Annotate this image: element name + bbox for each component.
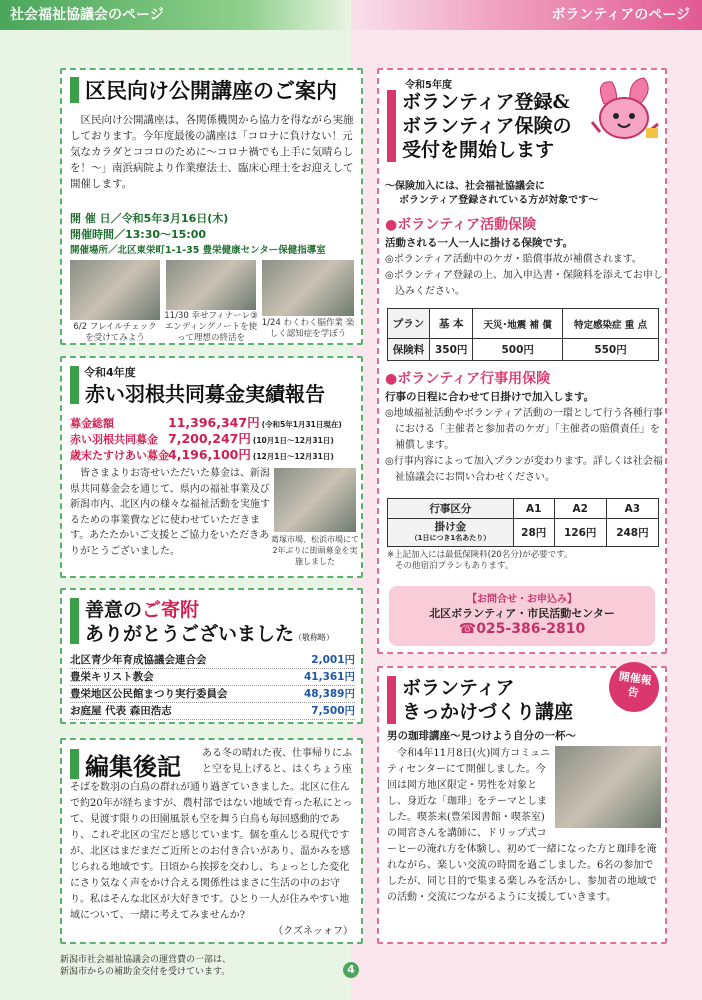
fund-row-label: 赤い羽根共同募金 (70, 433, 158, 446)
donation-note: （敬称略） (294, 633, 335, 642)
fund-section (60, 356, 363, 578)
lecture-caption-3: 1/24 わくわく脳作業 楽しく認知症を学ぼう (261, 318, 355, 339)
fund-title: 赤い羽根共同募金実績報告 (85, 381, 325, 406)
editor-title: 編集後記 (85, 751, 181, 781)
activity-insurance-table: プラン 基 本 天災･地震 補 償 特定感染症 重 点 保険料 350円 500円 550円 (387, 308, 659, 361)
fund-row-note: (12月1日～12月31日) (252, 452, 334, 461)
event-insurance-title: ●ボランティア行事用保険 (385, 371, 551, 387)
lecture-photo-3 (262, 260, 354, 316)
fund-row-note: (10月1日～12月31日) (252, 436, 334, 445)
event-insurance-table: 行事区分 A1 A2 A3 掛け金 （1日につき1名あたり） 28円 126円 248円 (387, 498, 659, 547)
list-item: 豊栄キリスト教会 41,361円 (70, 669, 355, 686)
contact-org: 北区ボランティア・市民活動センター (429, 607, 615, 620)
lecture-time: 開催時間／13:30～15:00 (70, 228, 207, 241)
activity-insurance-desc: 活動される一人一人に掛ける保険です。 (385, 237, 574, 249)
contact-phone: ☎025-386-2810 (458, 621, 586, 637)
fund-row-amount: 11,396,347円 (168, 415, 260, 430)
list-item: 北区青少年育成協議会連合会 2,001円 (70, 652, 355, 669)
fund-body: 皆さまよりお寄せいただいた募金は、新潟県共同募金会を通じて、県内の福祉事業及び新潟市内、北区内の様々な福祉活動を実施するための事業費などに使わせていただきます。あたたかいご支援とご協力をいただきありがとうございました。 (70, 468, 270, 557)
contact-heading: 【お問合せ・お申込み】 (467, 594, 577, 605)
fund-row-note: (令和5年1月31日現在) (261, 420, 342, 429)
lecture-caption-1: 6/2 フレイルチェックを受けてみよう (73, 322, 157, 343)
header-left: 社会福祉協議会のページ (0, 0, 351, 30)
fund-row-amount: 7,200,247円 (168, 431, 251, 446)
activity-insurance-bullet-1: ◎ボランティア活動中のケガ・賠償事故が補償されます。 (385, 254, 642, 265)
fund-photo (274, 468, 356, 532)
activity-insurance-title: ●ボランティア活動保険 (385, 217, 537, 233)
lecture-section (60, 68, 363, 345)
editor-body: そばを数羽の白鳥の群れが通り過ぎていきました。北区に住んで約20年が経ちますが、農村部ではない地域で育った私にとって、見渡す限りの田園風景も空を舞う白鳥も毎回感動的であり、これぞ北区の宝だと感じています。個を重んじる現代ですが、北区はまだまだご近所とのお付き合いがあり、温かみを感じられる地域です。日頃から挨拶を交わし、ちょっとした変化にさり気なく声をかけ合える関係性はまさに生活の中のお守り。私はそんな北区が大好きです。ひとり一人が住みやすい地域について、一緒に考えてみませんか? (70, 782, 353, 921)
fund-row-label: 歳末たすけあい募金 (70, 449, 169, 462)
footer-note: 新潟市社会福祉協議会の運営費の一部は、 新潟市からの補助金交付を受けています。 (60, 955, 232, 977)
page-number: 4 (343, 962, 359, 978)
editor-lead: ある冬の晴れた夜、仕事帰りにふと空を見上げると、はくちょう座 (202, 748, 352, 775)
mascot-icon (584, 72, 664, 152)
editor-signature: （クズネッォフ） (273, 926, 353, 937)
event-insurance-notes: ※上記加入には最低保険料(20名分)が必要です。 その他宿泊プランもあります。 (387, 550, 573, 571)
lecture-photo-1 (70, 260, 160, 320)
lecture-body: 区民向け公開講座は、各関係機関から協力を得ながら実施しております。今年度最後の講座は「コロナに負けない！元気なカラダとココロのために～コロナ禍でも上手に気晴らしを！～」南浜病院より作業療法士、臨床心理士をお迎えして開催します。 (70, 114, 354, 190)
fund-subtitle: 令和4年度 (84, 366, 136, 379)
lecture-caption-2: 11/30 幸せフィナーレ③ エンディングノートを使って理想の終活を (164, 311, 258, 343)
fund-row-label: 募金総額 (70, 417, 114, 430)
lecture-place: 開催場所／北区東栄町1-1-35 豊栄健康センター保健指導室 (70, 245, 326, 256)
event-insurance-desc: 行事の日程に合わせて日掛けで加入します。 (385, 391, 595, 403)
list-item: 豊栄地区公民館まつり実行委員会 48,389円 (70, 686, 355, 703)
lecture-photo-2 (166, 260, 256, 310)
lecture-title: 区民向け公開講座のご案内 (85, 78, 337, 103)
vol-subtitle: 令和5年度 (405, 80, 452, 91)
activity-insurance-bullet-2: ◎ボランティア登録の上、加入申込書・保険料を添えてお申し込みください。 (385, 270, 663, 297)
fund-caption: 葛塚市場、松浜市場にて2年ぶりに街頭募金を実施しました (271, 535, 359, 566)
course-body: 令和4年11月8日(火)岡方コミュニティセンターにて開催しました。今回は岡方地区限定・男性を対象とし、身近な「珈琲」をテーマとしました。喫茶来(豊栄図書館・喫茶室)の岡宮さんを講師に、ドリップ式コーヒーの淹れ方を体験し、初めて一緒になった方と珈琲を淹れながら、楽しい交流の時間を過ごしました。6名の参加でしたが、同じ目的で集まる楽しみを活かし、参加者の地域での活動・交流につながるように支援していきます。 (387, 748, 657, 903)
vol-title-3: 受付を開始します (402, 139, 555, 161)
lecture-date: 開 催 日／令和5年3月16日(木) (70, 212, 229, 225)
contact-box (389, 586, 655, 646)
fund-row-amount: 4,196,100円 (168, 447, 251, 462)
donation-title-b: ご寄附 (142, 599, 200, 621)
event-insurance-bullet-2: ◎行事内容によって加入プランが変わります。詳しくは社会福祉協議会にお問い合わせください。 (385, 456, 663, 483)
donation-title-2: ありがとうございました (85, 623, 295, 645)
list-item: お庭屋 代表 森田浩志 7,500円 (70, 703, 355, 720)
donation-section (60, 588, 363, 724)
vol-title-2: ボランティア保険の (402, 115, 572, 137)
course-subtitle: 男の珈琲講座～見つけよう自分の一杯～ (387, 730, 576, 742)
volunteer-insurance-section (377, 68, 667, 654)
fund-rows (70, 413, 360, 461)
course-title-2: きっかけづくり講座 (402, 701, 574, 723)
course-section (377, 666, 667, 944)
vol-lead: ～保険加入には、社会福祉協議会に ボランティア登録されている方が対象です～ (385, 181, 599, 206)
event-insurance-bullet-1: ◎地域福祉活動やボランティア活動の一環として行う各種行事における「主催者と参加者のケガ」「主催者の賠償責任」を補償します。 (385, 408, 663, 451)
course-badge: 開催報告 (606, 659, 662, 715)
donation-list (70, 652, 355, 720)
donation-title-a: 善意の (85, 599, 143, 621)
course-title-1: ボランティア (402, 677, 515, 699)
editor-section (60, 738, 363, 944)
vol-title-1: ボランティア登録& (402, 91, 570, 113)
header-right: ボランティアのページ (351, 0, 702, 30)
